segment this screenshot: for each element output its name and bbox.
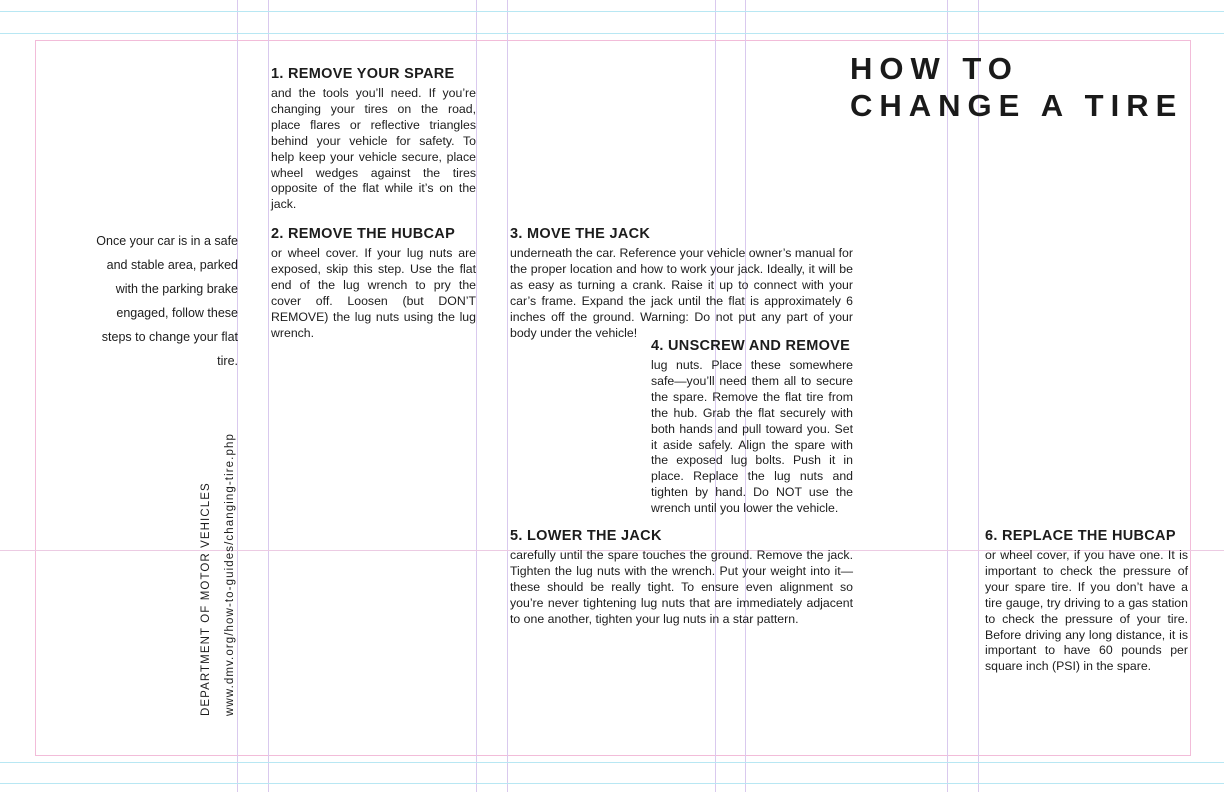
step-3 [510, 226, 853, 341]
horizontal-guide [0, 783, 1224, 784]
vertical-guide [507, 0, 508, 792]
page-title-line-2: CHANGE A TIRE [850, 88, 1184, 123]
horizontal-guide [0, 11, 1224, 12]
step-3-heading: 3. MOVE THE JACK [510, 226, 651, 242]
step-3-body: underneath the car. Reference your vehicle owner’s manual for the proper location and how to work your jack. Ideally, it will be as easy as turning a crank. Raise it up to connect with your car’s frame. Expand the jack until the flat is approximately 6 inches off the ground. Warning: Do not put any part of your body under the vehicle! [510, 246, 853, 340]
step-5-body: carefully until the spare touches the ground. Remove the jack. Tighten the lug nuts with the wrench. Put your weight into it—these should be really tight. To ensure even alignment so you’re never tightening lug nuts that are immediately adjacent to one another, tighten your lug nuts in a star pattern. [510, 548, 853, 626]
step-2 [271, 226, 476, 341]
vertical-guide [237, 0, 238, 792]
step-2-body: or wheel cover. If your lug nuts are exposed, skip this step. Use the flat end of the lug wrench to pry the cover off. Loosen (but DON’T REMOVE) the lug nuts using the lug wrench. [271, 246, 476, 340]
step-6-heading: 6. REPLACE THE HUBCAP [985, 528, 1176, 544]
step-2-heading: 2. REMOVE THE HUBCAP [271, 226, 456, 242]
vertical-guide [268, 0, 269, 792]
source-url-vertical-label: www.dmv.org/how-to-guides/changing-tire.php [224, 433, 236, 716]
horizontal-guide [0, 33, 1224, 34]
page-title [850, 50, 1183, 124]
step-4 [651, 338, 853, 517]
step-4-body: lug nuts. Place these somewhere safe—you’ll need them all to secure the spare. Remove the flat tire from the hub. Grab the flat securely with both hands and pull toward you. Set it aside safely. Align the spare with the exposed lug bolts. Push it in place. Replace the lug nuts and tighten by hand. Do NOT use the wrench until you lower the vehicle. [651, 358, 853, 516]
step-5 [510, 528, 853, 628]
step-6 [985, 528, 1188, 675]
vertical-guide [476, 0, 477, 792]
step-6-body: or wheel cover, if you have one. It is important to check the pressure of your spare tire. If you don’t have a tire gauge, try driving to a gas station to check the pressure of your tire. Before driving any long distance, it is important to have 60 pounds per square inch (PSI) in the spare. [985, 548, 1188, 674]
department-vertical-label: DEPARTMENT OF MOTOR VEHICLES [200, 482, 212, 716]
step-4-heading: 4. UNSCREW AND REMOVE [651, 338, 851, 354]
horizontal-guide [0, 762, 1224, 763]
page-title-line-1: HOW TO [850, 51, 1019, 86]
step-1 [271, 66, 476, 213]
step-5-heading: 5. LOWER THE JACK [510, 528, 662, 544]
step-1-heading: 1. REMOVE YOUR SPARE [271, 66, 455, 82]
step-1-body: and the tools you’ll need. If you’re changing your tires on the road, place flares or reflective triangles behind your vehicle for safety. To help keep your vehicle secure, place wheel wedges against the tires opposite of the flat while it’s on the jack. [271, 86, 476, 212]
intro-paragraph: Once your car is in a safe and stable area, parked with the parking brake engaged, follow these steps to change your flat tire. [96, 234, 238, 368]
